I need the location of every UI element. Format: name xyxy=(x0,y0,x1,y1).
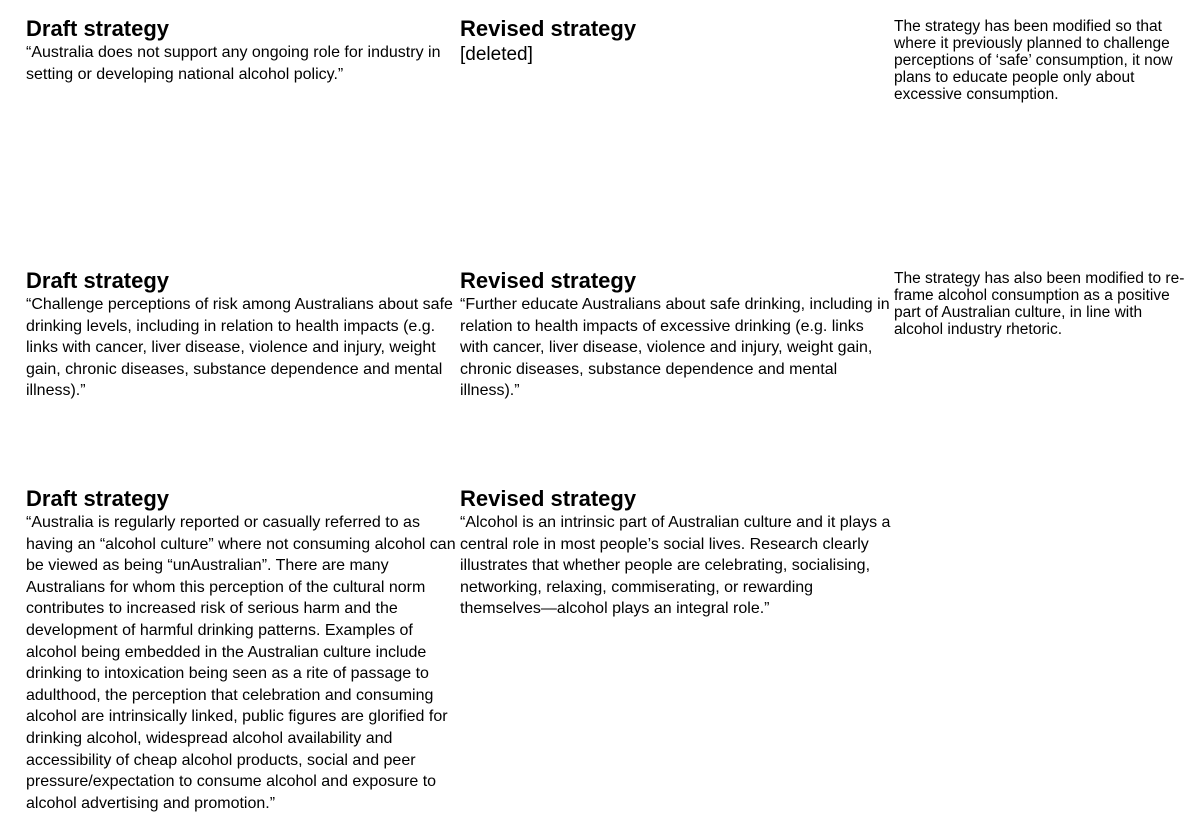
revised-column xyxy=(460,268,892,402)
revised-heading: Revised strategy xyxy=(460,486,637,511)
revised-heading: Revised strategy xyxy=(460,268,637,293)
revised-column xyxy=(460,16,892,68)
draft-column xyxy=(26,16,458,85)
revised-heading: Revised strategy xyxy=(460,16,637,41)
commentary-note: The strategy has also been modified to re-frame alcohol consumption as a positive part of Australian culture, in line with alcohol industry rhetoric. xyxy=(894,270,1185,338)
draft-quote: “Challenge perceptions of risk among Australians about safe drinking levels, including in relation to health impacts (e.g. links with cancer, liver disease, violence and injury, weight gain, chronic diseases, substance dependence and mental illness).” xyxy=(26,296,453,400)
draft-heading: Draft strategy xyxy=(26,486,170,511)
comparison-row-3 xyxy=(26,486,1186,826)
draft-heading: Draft strategy xyxy=(26,16,170,41)
revised-quote: “Alcohol is an intrinsic part of Australian culture and it plays a central role in most people’s social lives. Research clearly illustrates that whether people are celebrating, socialising, networking, relaxing, commiserating, or rewarding themselves—alcohol plays an integral role.” xyxy=(460,514,891,618)
draft-heading: Draft strategy xyxy=(26,268,170,293)
comparison-row-2 xyxy=(26,268,1186,468)
revised-quote: “Further educate Australians about safe drinking, including in relation to health impacts of excessive drinking (e.g. links with cancer, liver disease, violence and injury, weight gain, chronic diseases, substance dependence and mental illness).” xyxy=(460,296,890,400)
commentary-column xyxy=(894,268,1186,338)
draft-quote: “Australia does not support any ongoing role for industry in setting or developing national alcohol policy.” xyxy=(26,44,441,83)
draft-column xyxy=(26,268,458,402)
commentary-note: The strategy has been modified so that where it previously planned to challenge perceptions of ‘safe’ consumption, it now plans to educate people only about excessive consumption. xyxy=(894,18,1173,103)
comparison-row-1 xyxy=(26,16,1186,246)
commentary-column xyxy=(894,16,1186,103)
draft-column xyxy=(26,486,458,814)
revised-column xyxy=(460,486,892,620)
draft-quote: “Australia is regularly reported or casually referred to as having an “alcohol culture” where not consuming alcohol can be viewed as being “unAustralian”. There are many Australians for whom this perception of the cultural norm contributes to increased risk of serious harm and the development of harmful drinking patterns. Examples of alcohol being embedded in the Australian culture include drinking to intoxication being seen as a rite of passage to adulthood, the perception that celebration and consuming alcohol are intrinsically linked, public figures are glorified for drinking alcohol, widespread alcohol availability and accessibility of cheap alcohol products, social and peer pressure/expectation to consume alcohol and exposure to alcohol advertising and promotion.” xyxy=(26,514,456,812)
revised-deleted-text: [deleted] xyxy=(460,44,533,65)
